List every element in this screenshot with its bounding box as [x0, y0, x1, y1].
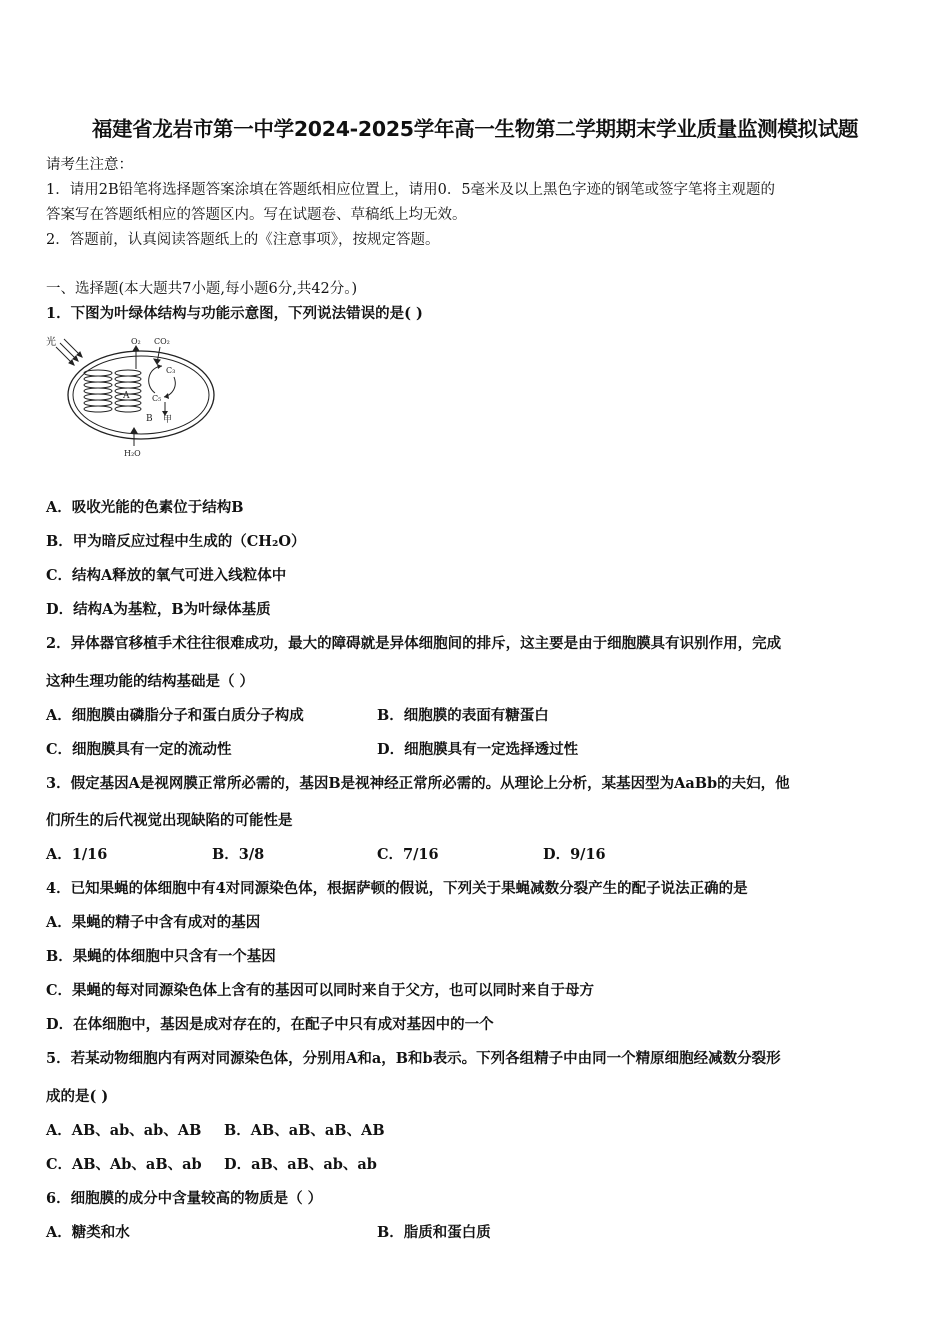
- question-5-option-b: B．AB、aB、aB、AB: [224, 1122, 385, 1139]
- gas-exchange-arrows-icon: [133, 346, 160, 369]
- question-2-option-b: B．细胞膜的表面有糖蛋白: [377, 707, 549, 724]
- question-4-option-d: D．在体细胞中，基因是成对存在的，在配子中只有成对基因中的一个: [46, 1016, 494, 1033]
- notice-heading: 请考生注意：: [46, 157, 133, 173]
- grana-stack-left: [84, 370, 112, 412]
- question-1-option-a: A．吸收光能的色素位于结构B: [46, 499, 244, 516]
- section-heading: 一、选择题(本大题共7小题,每小题6分,共42分。): [46, 281, 358, 297]
- notice-item-2: 2．答题前，认真阅读答题纸上的《注意事项》，按规定答题。: [46, 232, 440, 248]
- chloroplast-diagram: [44, 333, 216, 461]
- question-3-option-a: A．1/16: [46, 846, 108, 863]
- question-4-option-a: A．果蝇的精子中含有成对的基因: [46, 914, 261, 931]
- question-6-option-a: A．糖类和水: [46, 1224, 130, 1241]
- question-3-option-d: D．9/16: [543, 846, 606, 863]
- question-3-option-c: C．7/16: [377, 846, 439, 863]
- exam-title: 福建省龙岩市第一中学2024-2025学年高一生物第二学期期末学业质量监测模拟试题: [91, 117, 859, 141]
- question-3-stem-line-2: 们所生的后代视觉出现缺陷的可能性是: [46, 812, 293, 829]
- product-jia-label: 甲: [163, 415, 173, 425]
- inner-membrane: [73, 356, 209, 434]
- question-1-stem: 1．下图为叶绿体结构与功能示意图，下列说法错误的是( ): [46, 305, 423, 322]
- question-5-option-a: A．AB、ab、ab、AB: [46, 1122, 202, 1139]
- question-4-option-b: B．果蝇的体细胞中只含有一个基因: [46, 948, 276, 965]
- question-4-stem: 4．已知果蝇的体细胞中有4对同源染色体，根据萨顿的假说，下列关于果蝇减数分裂产生的配子说法正确的是: [46, 880, 748, 897]
- question-5-stem-line-2: 成的是( ): [46, 1088, 109, 1105]
- question-4-option-c: C．果蝇的每对同源染色体上含有的基因可以同时来自于父方，也可以同时来自于母方: [46, 982, 595, 999]
- light-arrows-icon: [56, 339, 82, 365]
- o2-label: O₂: [131, 337, 141, 346]
- notice-item-1-line-2: 答案写在答题纸相应的答题区内。写在试题卷、草稿纸上均无效。: [46, 207, 467, 223]
- c5-label: C₅: [152, 394, 162, 403]
- question-2-option-d: D．细胞膜具有一定选择透过性: [377, 741, 579, 758]
- question-1-option-b: B．甲为暗反应过程中生成的（CH₂O）: [46, 533, 306, 550]
- question-2-stem-line-1: 2．异体器官移植手术往往很难成功，最大的障碍就是异体细胞间的排斥，这主要是由于细胞膜具有识别作用，完成: [46, 635, 782, 652]
- question-3-option-b: B．3/8: [212, 846, 265, 863]
- structure-a-label: A: [123, 391, 130, 401]
- water-arrow-icon: [131, 428, 137, 446]
- h2o-label: H₂O: [124, 449, 141, 458]
- question-5-option-c: C．AB、Ab、aB、ab: [46, 1156, 202, 1173]
- light-label: 光: [46, 337, 56, 348]
- question-6-option-b: B．脂质和蛋白质: [377, 1224, 491, 1241]
- question-2-stem-line-2: 这种生理功能的结构基础是（ ）: [46, 673, 255, 690]
- structure-b-label: B: [146, 414, 153, 424]
- question-5-stem-line-1: 5．若某动物细胞内有两对同源染色体，分别用A和a，B和b表示。下列各组精子中由同一个精原细胞经减数分裂形: [46, 1050, 781, 1067]
- notice-item-1-line-1: 1．请用2B铅笔将选择题答案涂填在答题纸相应位置上，请用0．5毫米及以上黑色字迹的钢笔或签字笔将主观题的: [46, 182, 776, 198]
- question-5-option-d: D．aB、aB、ab、ab: [224, 1156, 377, 1173]
- co2-label: CO₂: [154, 337, 170, 346]
- question-1-option-d: D．结构A为基粒，B为叶绿体基质: [46, 601, 271, 618]
- question-1-option-c: C．结构A释放的氧气可进入线粒体中: [46, 567, 287, 584]
- question-6-stem: 6．细胞膜的成分中含量较高的物质是（ ）: [46, 1190, 323, 1207]
- question-3-stem-line-1: 3．假定基因A是视网膜正常所必需的，基因B是视神经正常所必需的。从理论上分析，某基因型为AaBb的夫妇，他: [46, 775, 790, 792]
- question-2-option-c: C．细胞膜具有一定的流动性: [46, 741, 232, 758]
- question-2-option-a: A．细胞膜由磷脂分子和蛋白质分子构成: [46, 707, 304, 724]
- c3-label: C₃: [166, 366, 176, 375]
